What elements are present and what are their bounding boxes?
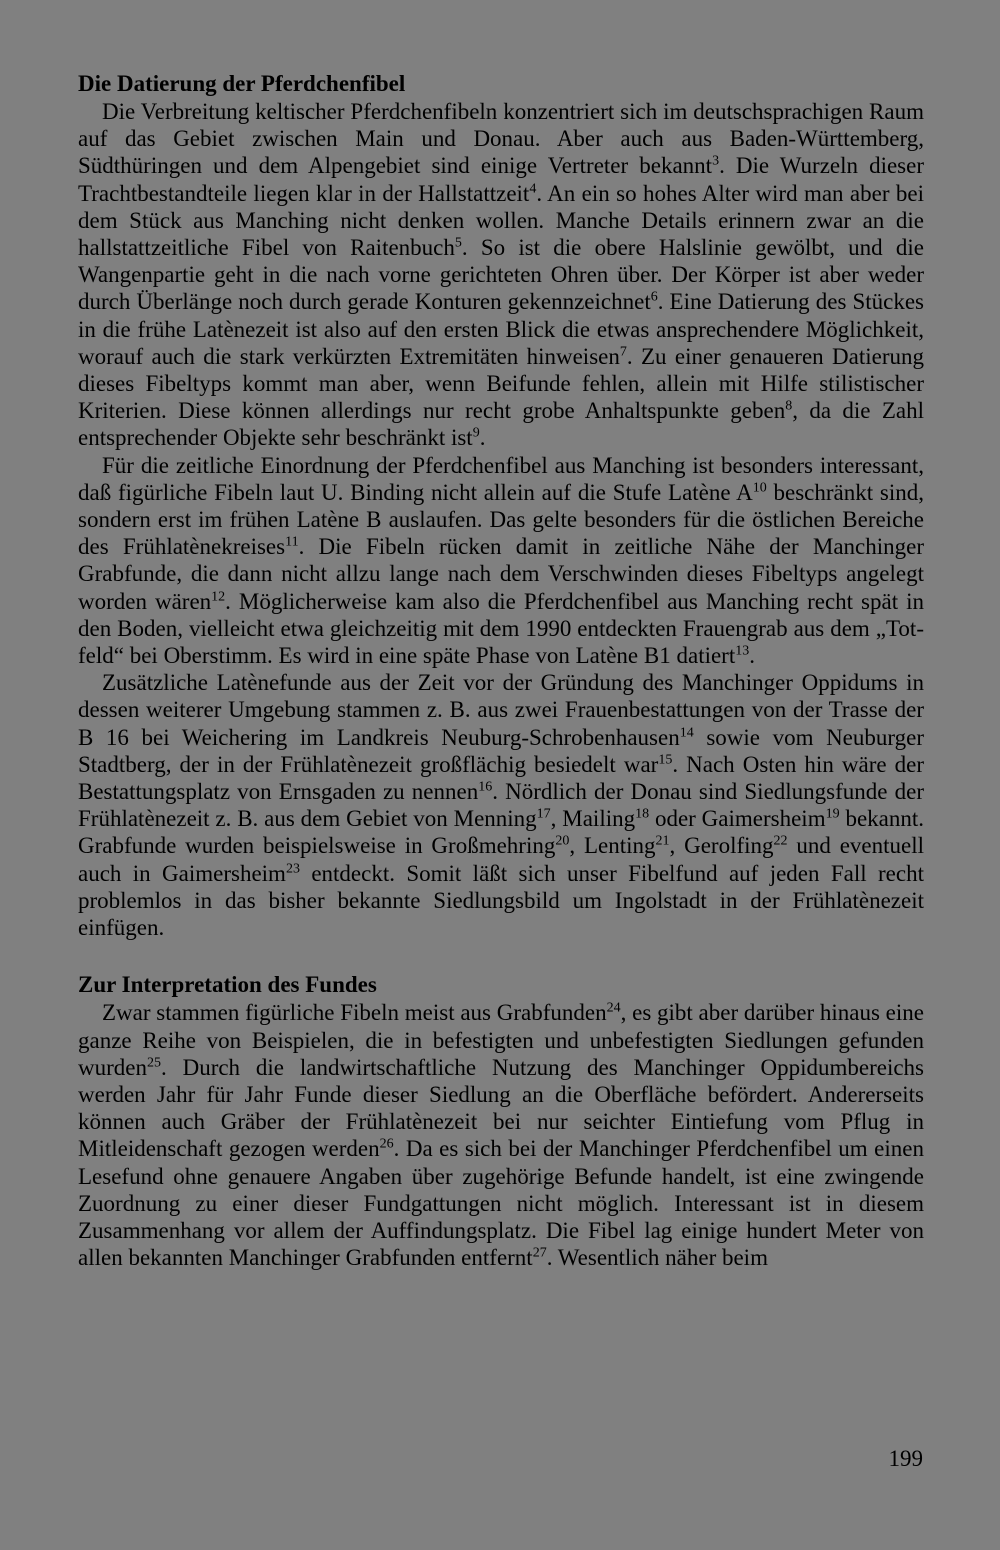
paragraph: Für die zeitliche Einordnung der Pferdchenfibel aus Manching ist besonders interessant, daß figürliche Fibeln laut U. Binding nicht allein auf die Stufe Latène $A^{10}$ beschränkt sind, sondern erst im frühen Latène B auslaufen. Das gelte besonders für die östlichen Bereiche des Frühlatènekreises$^{11}$. Die Fibeln rücken damit in zeitliche Nähe der Manchinger Grabfunde, die dann nicht allzu lange nach dem Verschwinden dieses Fibeltyps angelegt worden wären$^{12}$. Möglicherweise kam also die Pferdchenfibel aus Manching recht spät in den Boden, vielleicht etwa gleichzeitig mit dem 1990 entdeckten Frauengrab aus dem „Totfeld“ bei Oberstimm. Es wird in eine späte Phase von Latène B1 datiert$^{13}$.: [78, 452, 925, 669]
paragraph: Zusätzliche Latènefunde aus der Zeit vor der Gründung des Manchinger Oppidums in dessen weiterer Umgebung stammen z. B. aus zwei Frauenbestattungen von der Trasse der B 16 bei Weichering im Landkreis Neuburg-Schrobenhausen$^{14}$ sowie vom Neuburger Stadtberg, der in der Frühlatènezeit großflächig besiedelt war$^{15}$. Nach Osten hin wäre der Bestattungsplatz von Ernsgaden zu nennen$^{16}$. Nördlich der Donau sind Siedlungsfunde der Frühlatènezeit z. B. aus dem Gebiet von Menning$^{17}$, Mailing$^{18}$ oder Gaimersheim$^{19}$ bekannt. Grabfunde wurden beispielsweise in Großmehring$^{20}$, Lenting$^{21}$, Gerolfing$^{22}$ und eventuell auch in Gaimersheim$^{23}$ entdeckt. Somit läßt sich unser Fibelfund auf jeden Fall recht problemlos in das bisher bekannte Siedlungsbild um Ingolstadt in der Frühlatènezeit einfügen.: [78, 670, 925, 941]
footnote-ref: 3: [712, 153, 720, 169]
section-heading-interpretation: Zur Interpretation des Fundes: [78, 972, 377, 998]
footnote-ref: 5: [454, 235, 462, 251]
footnote-ref: 17: [536, 806, 551, 822]
footnote-ref: 24: [606, 1000, 621, 1016]
footnote-ref: 25: [146, 1055, 161, 1071]
paragraph: Zwar stammen figürliche Fibeln meist aus Grabfunden$^{24}$, es gibt aber darüber hinaus eine ganze Reihe von Beispielen, die in befestigten und unbefestigten Siedlungen gefunden wurden$^{25}$. Durch die landwirtschaftliche Nutzung des Manchinger Oppidumbereichs werden Jahr für Jahr Funde dieser Siedlung an die Oberfläche befördert. Andererseits können auch Gräber der Frühlatènezeit bei nur seichter Eintiefung vom Pflug in Mitleidenschaft gezogen werden$^{26}$. Da es sich bei der Manchinger Pferdchenfibel um einen Lesefund ohne genauere Angaben über zugehörige Befunde handelt, ist eine zwingende Zuordnung zu einer dieser Fundgattungen nicht möglich. Interessant ist in diesem Zusammenhang vor allem der Auffindungsplatz. Die Fibel lag einige hundert Meter von allen bekannten Manchinger Grabfunden entfernt$^{27}$. Wesentlich näher beim: [78, 1000, 924, 1271]
footnote-ref: 23: [285, 861, 300, 877]
section-spacer: [78, 941, 924, 971]
footnote-ref: 12: [211, 589, 226, 604]
footnote-ref: 26: [379, 1136, 394, 1152]
footnote-ref: 18: [635, 806, 650, 822]
footnote-ref: 10: [752, 480, 767, 496]
footnote-ref: 7: [619, 344, 627, 360]
footnote-ref: 21: [655, 833, 670, 849]
section-heading-datierung: Die Datierung der Pferdchenfibel: [78, 71, 406, 96]
footnote-ref: 15: [658, 752, 673, 768]
footnote-ref: 22: [773, 833, 788, 849]
footnote-ref: 11: [285, 534, 299, 550]
footnote-ref: 16: [478, 779, 493, 795]
footnote-ref: 6: [650, 289, 658, 305]
footnote-ref: 13: [735, 643, 750, 659]
page-number: 199: [888, 1446, 923, 1471]
footnote-ref: 4: [529, 180, 537, 196]
footnote-ref: 9: [472, 425, 480, 441]
paragraph: Die Verbreitung keltischer Pferdchenfibeln konzentriert sich im deutschsprachigen Raum auf das Gebiet zwischen Main und Donau. Aber auch aus Baden-Württemberg, Südthüringen und dem Alpengebiet sind einige Vertreter bekannt$^3$. Die Wurzeln dieser Trachtbestandteile liegen klar in der Hallstattzeit$^4$. An ein so hohes Alter wird man aber bei dem Stück aus Manching nicht denken wollen. Manche Details erinnern zwar an die hallstattzeitliche Fibel von Raitenbuch$^5$. So ist die obere Halslinie gewölbt, und die Wangenpartie geht in die nach vorne gerichteten Ohren über. Der Körper ist aber weder durch Überlänge noch durch gerade Konturen gekennzeichnet$^6$. Eine Datierung des Stückes in die frühe Latènezeit ist also auf den ersten Blick die etwas ansprechendere Möglichkeit, worauf auch die stark verkürzten Extremitäten hinweisen$^7$. Zu einer genaueren Datierung dieses Fibeltyps kommt man aber, wenn Beifunde fehlen, allein mit Hilfe stilistischer Kriterien. Diese können allerdings nur recht grobe Anhaltspunkte geben$^8$, da die Zahl entsprechender Objekte sehr beschränkt ist$^9$.: [78, 99, 924, 451]
footnote-ref: 8: [785, 398, 793, 414]
page-body: [78, 70, 924, 1271]
footnote-ref: 20: [555, 833, 570, 849]
footnote-ref: 19: [825, 806, 840, 822]
footnote-ref: 14: [679, 725, 694, 741]
footnote-ref: 27: [532, 1245, 547, 1261]
